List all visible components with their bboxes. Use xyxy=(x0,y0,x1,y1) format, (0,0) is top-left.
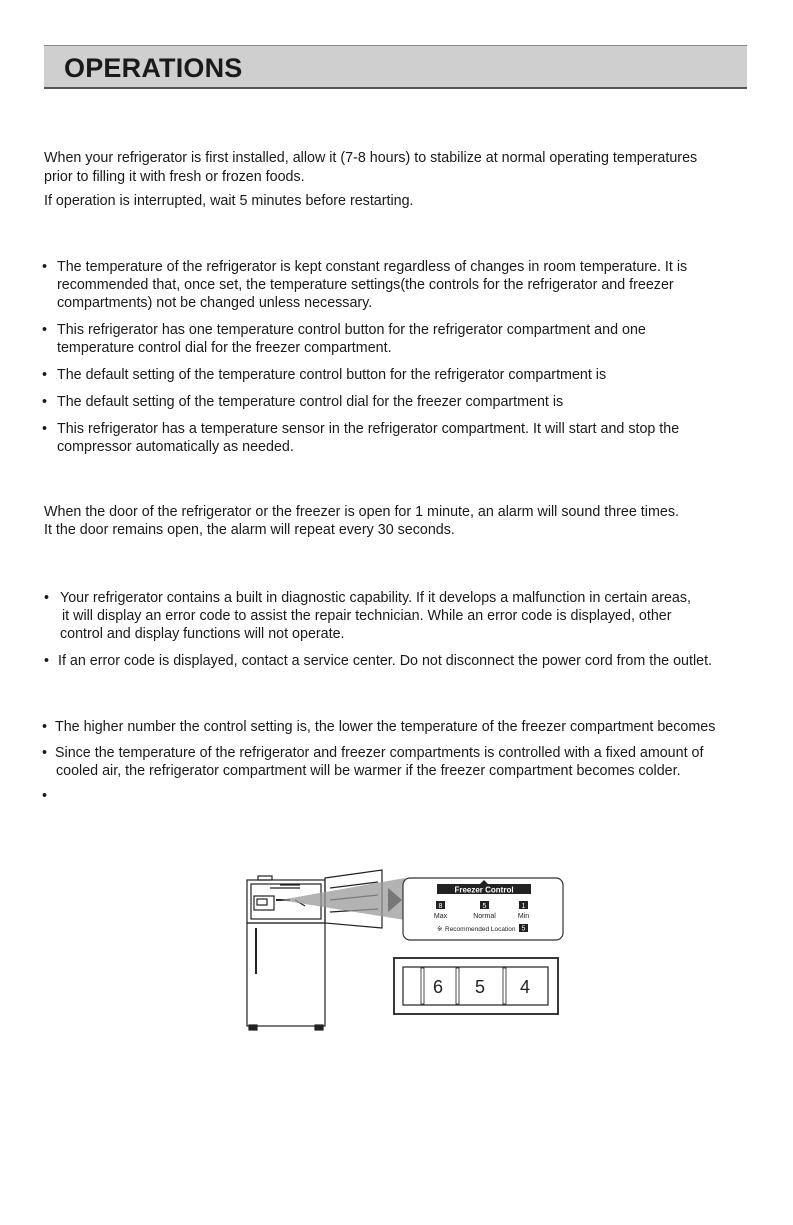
bullet-icon: • xyxy=(44,590,50,606)
bullet-icon: • xyxy=(44,653,50,669)
bullet-icon: • xyxy=(42,719,48,735)
bullet-icon: • xyxy=(42,367,48,383)
door-alarm-line-1: When the door of the refrigerator or the freezer is open for 1 minute, an alarm will sound three times. xyxy=(44,504,679,520)
intro-line-1: When your refrigerator is first installed, allow it (7-8 hours) to stabilize at normal operating temperatures xyxy=(44,150,698,166)
page-title: OPERATIONS xyxy=(64,53,243,83)
recommended-mark-icon: ※ xyxy=(437,926,443,933)
freezer-control-panel xyxy=(403,878,563,940)
setting-badge-max-value: 8 xyxy=(438,903,443,910)
refrigerator-control-panel xyxy=(394,958,558,1014)
section-banner xyxy=(44,45,747,89)
intro-line-2: prior to filling it with fresh or frozen foods. xyxy=(44,169,305,185)
door-alarm-line-2: It the door remains open, the alarm will repeat every 30 seconds. xyxy=(44,522,455,538)
setting-label-max: Max xyxy=(433,913,448,920)
bullet-icon: • xyxy=(42,421,48,437)
bullet-icon: • xyxy=(42,322,48,338)
refrigerator-illustration xyxy=(240,848,570,1033)
control-value-6: 6 xyxy=(432,977,444,997)
bullet-icon: • xyxy=(42,745,48,761)
setting-badge-normal-value: 5 xyxy=(482,903,487,910)
setting-badge-min-value: 1 xyxy=(521,903,526,910)
bullet-icon: • xyxy=(42,394,48,410)
intro-line-3: If operation is interrupted, wait 5 minutes before restarting. xyxy=(44,193,414,209)
freezer-control-title: Freezer Control xyxy=(454,885,514,895)
bullet-icon: • xyxy=(42,788,48,804)
setting-label-min: Min xyxy=(517,913,530,920)
control-value-4: 4 xyxy=(519,977,531,997)
control-value-5: 5 xyxy=(474,977,486,997)
setting-label-normal: Normal xyxy=(473,913,496,920)
recommended-value: 5 xyxy=(521,925,526,933)
recommended-location-label: Recommended Location xyxy=(445,926,516,933)
bullet-icon: • xyxy=(42,259,48,275)
